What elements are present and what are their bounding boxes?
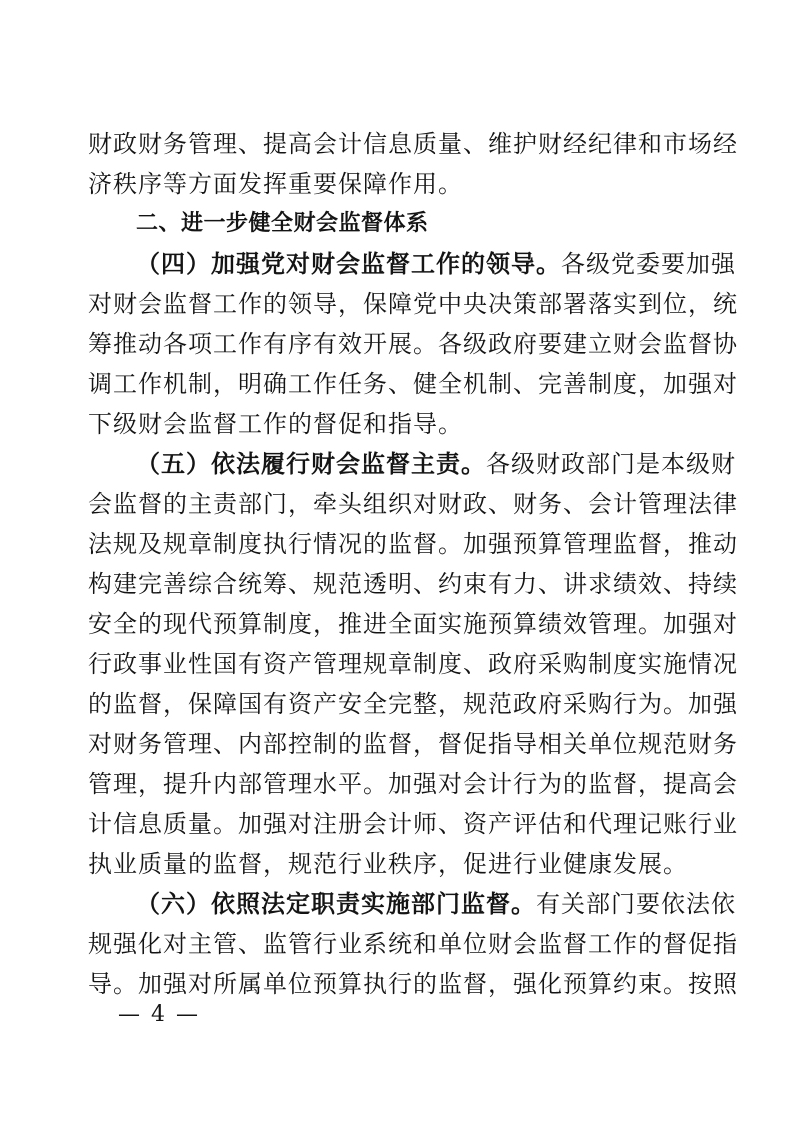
paragraph-5-first-line (88, 444, 736, 484)
text-line: 对财会监督工作的领导，保障党中央决策部署落实到位，统 (88, 290, 738, 318)
text-line: 行政事业性国有资产管理规章制度、政府采购制度实施情况 (88, 650, 738, 678)
paragraph-4-lead: （四）加强党对财会监督工作的领导。 (136, 249, 561, 278)
text-line: 法规及规章制度执行情况的监督。加强预算管理监督，推动 (88, 530, 738, 558)
section-heading: 二、进一步健全财会监督体系 (136, 211, 429, 236)
text-line: 调工作机制，明确工作任务、健全机制、完善制度，加强对 (88, 370, 738, 398)
paragraph-6-first-line (88, 884, 736, 924)
paragraph-4-first-line (88, 244, 736, 284)
text-line: 会监督的主责部门，牵头组织对财政、财务、会计管理法律 (88, 490, 738, 518)
text-line: 计信息质量。加强对注册会计师、资产评估和代理记账行业 (88, 810, 738, 838)
text-line: 济秩序等方面发挥重要保障作用。 (88, 170, 463, 198)
paragraph-6-first-rest: 有关部门要依法依 (536, 890, 736, 918)
text-line: 的监督，保障国有资产安全完整，规范政府采购行为。加强 (88, 690, 738, 718)
text-line: 规强化对主管、监管行业系统和单位财会监督工作的督促指 (88, 930, 738, 958)
paragraph-6-lead: （六）依照法定职责实施部门监督。 (136, 889, 536, 918)
paragraph-4-first-rest: 各级党委要加强 (561, 250, 736, 278)
text-line: 管理，提升内部管理水平。加强对会计行为的监督，提高会 (88, 770, 738, 798)
text-line: 执业质量的监督，规范行业秩序，促进行业健康发展。 (88, 850, 688, 878)
text-line: 下级财会监督工作的督促和指导。 (88, 410, 463, 438)
text-line: 安全的现代预算制度，推进全面实施预算绩效管理。加强对 (88, 610, 738, 638)
text-line: 筹推动各项工作有序有效开展。各级政府要建立财会监督协 (88, 330, 738, 358)
paragraph-5-lead: （五）依法履行财会监督主责。 (136, 449, 486, 478)
page-number: — 4 — (118, 1002, 200, 1027)
text-line: 财政财务管理、提高会计信息质量、维护财经纪律和市场经 (88, 130, 738, 158)
paragraph-5-first-rest: 各级财政部门是本级财 (486, 450, 736, 478)
text-line: 对财务管理、内部控制的监督，督促指导相关单位规范财务 (88, 730, 738, 758)
text-line: 导。加强对所属单位预算执行的监督，强化预算约束。按照 (88, 970, 738, 998)
text-line: 构建完善综合统筹、规范透明、约束有力、讲求绩效、持续 (88, 570, 738, 598)
